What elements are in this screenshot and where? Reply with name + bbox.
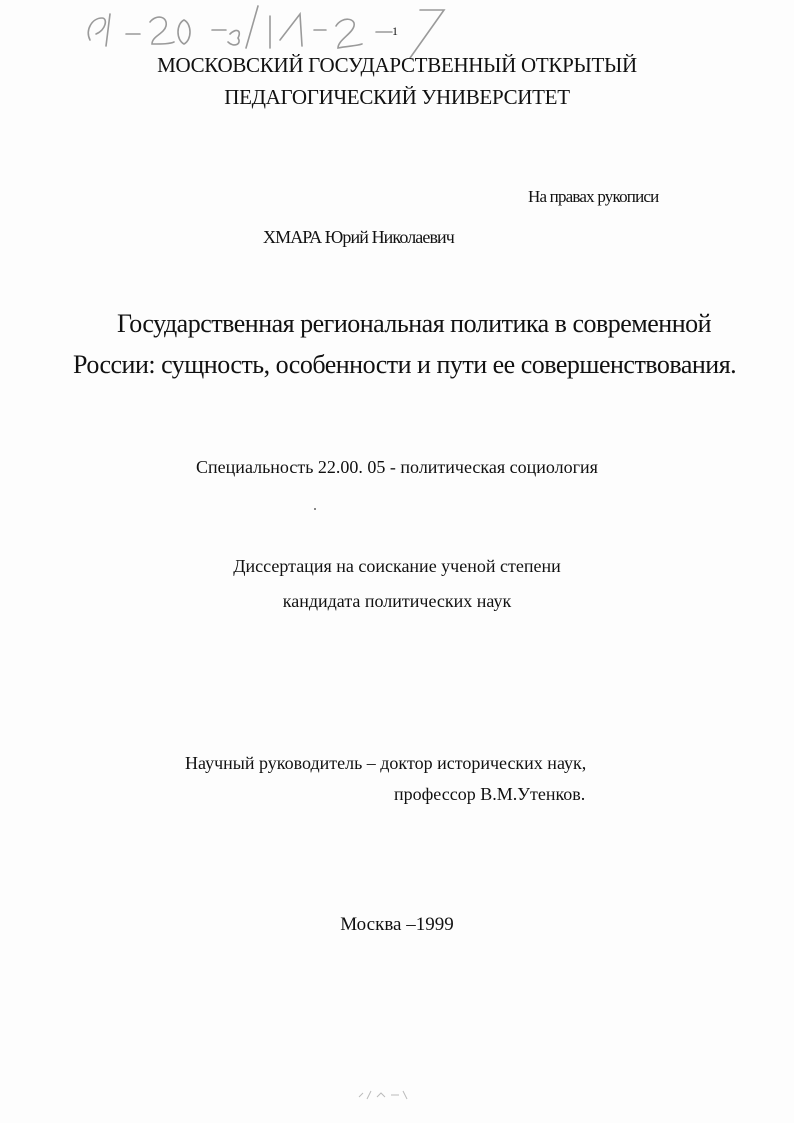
handwritten-archive-mark — [80, 0, 520, 60]
author-name: ХМАРА Юрий Николаевич — [263, 227, 454, 247]
thesis-title-line-2: России: сущность, особенности и пути ее совершенствования. — [73, 350, 737, 379]
thesis-title-line-1: Государственная региональная политика в современной — [117, 309, 712, 338]
specialty-line: Специальность 22.00. 05 - политическая социология — [196, 457, 598, 477]
faint-stamp-mark — [355, 1085, 415, 1105]
university-name-line-1: МОСКОВСКИЙ ГОСУДАРСТВЕННЫЙ ОТКРЫТЫЙ — [157, 53, 637, 77]
city-year: Москва –1999 — [340, 914, 454, 935]
manuscript-rights-note: На правах рукописи — [528, 187, 659, 206]
degree-line-2: кандидата политических наук — [282, 591, 512, 611]
university-name-line-2: ПЕДАГОГИЧЕСКИЙ УНИВЕРСИТЕТ — [224, 85, 570, 109]
scan-speck — [314, 508, 316, 510]
page-number: 1 — [392, 24, 398, 38]
advisor-line-2: профессор В.М.Утенков. — [394, 784, 586, 804]
advisor-line-1: Научный руководитель – доктор исторических наук, — [185, 753, 587, 773]
degree-line-1: Диссертация на соискание ученой степени — [233, 556, 561, 576]
